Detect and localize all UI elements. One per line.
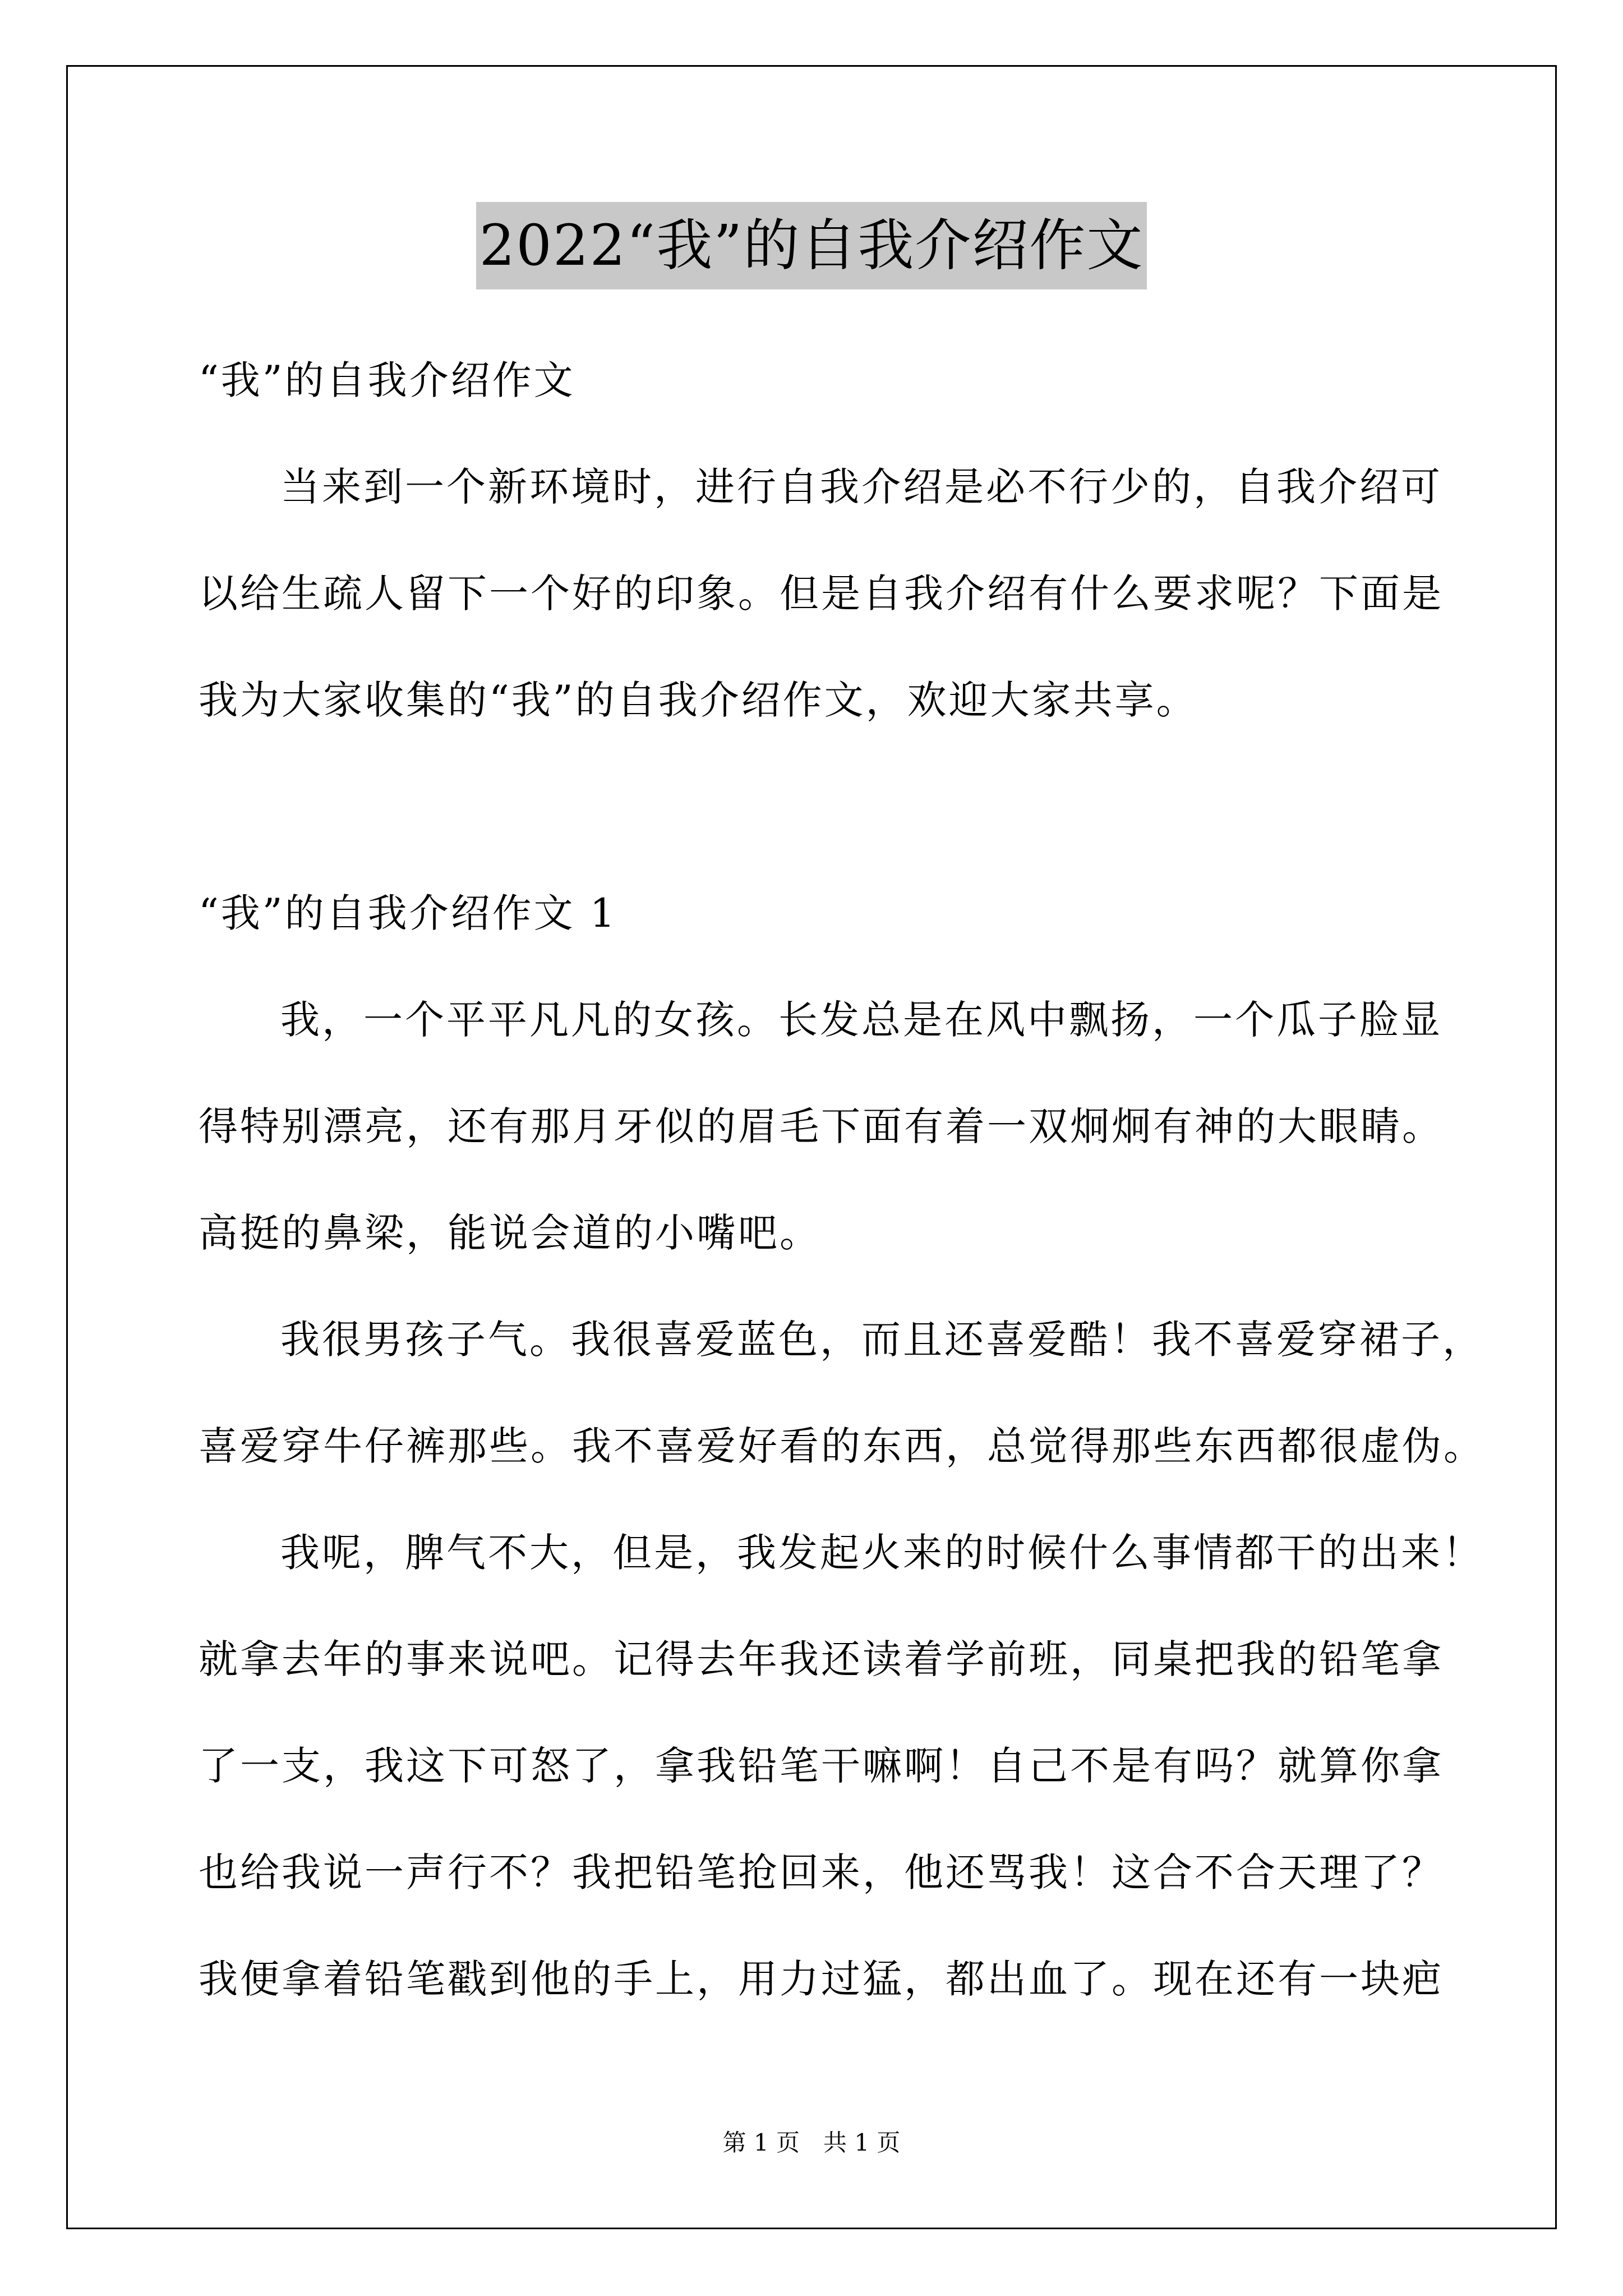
paragraph-line: 我呢，脾气不大，但是，我发起火来的时候什么事情都干的出来！ — [280, 1530, 1484, 1576]
paragraph-line: 高挺的鼻梁，能说会道的小嘴吧。 — [199, 1210, 821, 1256]
paragraph-line: 喜爱穿牛仔裤那些。我不喜爱好看的东西，总觉得那些东西都很虚伪。 — [199, 1423, 1485, 1469]
section-heading: “我”的自我介绍作文 1 — [199, 890, 617, 936]
paragraph-line: 我很男孩子气。我很喜爱蓝色，而且还喜爱酷！我不喜爱穿裙子， — [280, 1317, 1484, 1363]
document-title: 2022“我”的自我介绍作文 — [476, 202, 1147, 289]
paragraph-line: 我便拿着铅笔戳到他的手上，用力过猛，都出血了。现在还有一块疤 — [199, 1956, 1444, 2002]
intro-line: 我为大家收集的“我”的自我介绍作文，欢迎大家共享。 — [199, 677, 1198, 723]
title-container — [0, 202, 1623, 289]
paragraph-line: 得特别漂亮，还有那月牙似的眉毛下面有着一双炯炯有神的大眼睛。 — [199, 1103, 1444, 1149]
page-footer: 第 1 页 共 1 页 — [722, 2129, 901, 2156]
paragraph-line: 就拿去年的事来说吧。记得去年我还读着学前班，同桌把我的铅笔拿 — [199, 1636, 1444, 1682]
intro-line: 以给生疏人留下一个好的印象。但是自我介绍有什么要求呢？下面是 — [199, 570, 1444, 616]
paragraph-line: 我，一个平平凡凡的女孩。长发总是在风中飘扬，一个瓜子脸显 — [280, 997, 1442, 1043]
intro-line: 当来到一个新环境时，进行自我介绍是必不行少的，自我介绍可 — [280, 464, 1442, 510]
subtitle: “我”的自我介绍作文 — [199, 357, 575, 403]
paragraph-line: 也给我说一声行不？我把铅笔抢回来，他还骂我！这合不合天理了？ — [199, 1849, 1444, 1895]
paragraph-line: 了一支，我这下可怒了，拿我铅笔干嘛啊！自己不是有吗？就算你拿 — [199, 1743, 1444, 1789]
